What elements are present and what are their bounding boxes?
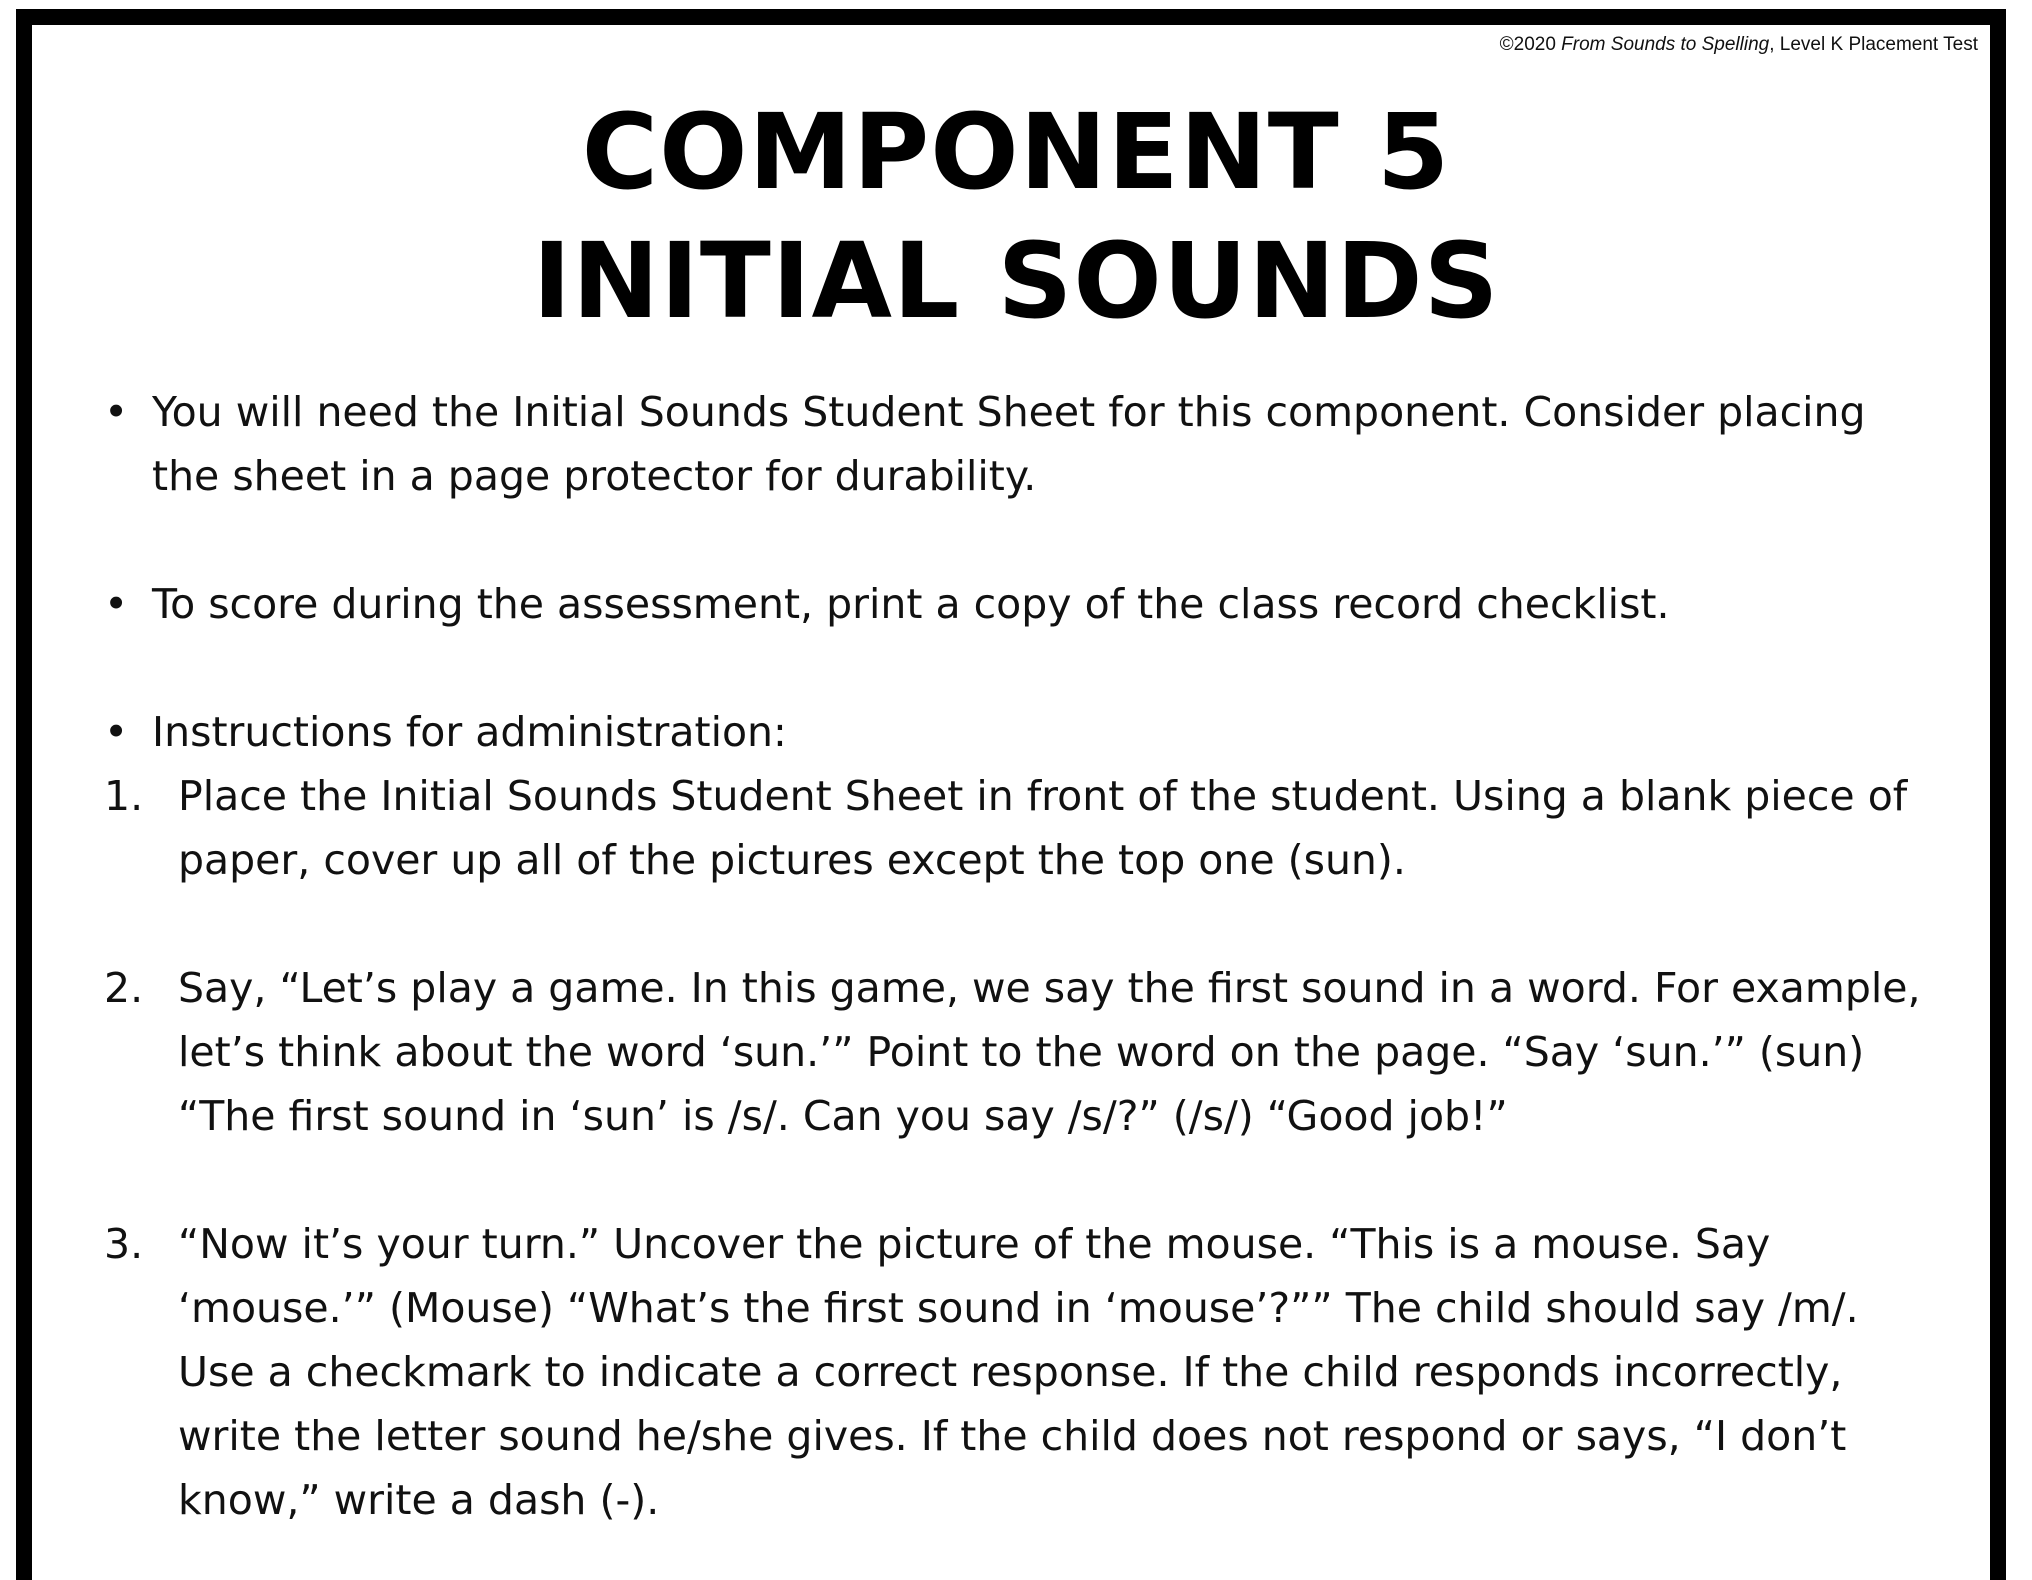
- spacer: [104, 892, 1934, 956]
- title-line-initial-sounds: INITIAL SOUNDS: [532, 220, 1500, 342]
- bullet-text: To score during the assessment, print a copy of the class record checklist.: [152, 580, 1670, 628]
- step-text: Place the Initial Sounds Student Sheet in front of the student. Using a blank piece of paper, cover up all of the pictures except the top one (sun).: [178, 772, 1908, 884]
- spacer: [104, 1148, 1934, 1212]
- copyright-suffix: , Level K Placement Test: [1769, 34, 1978, 55]
- instructions-body: [104, 380, 1934, 1532]
- copyright-prefix: ©2020: [1499, 34, 1562, 55]
- bullet-item-instructions: [104, 700, 1934, 764]
- page-title: [0, 88, 2032, 346]
- bullet-text: Instructions for administration:: [152, 708, 787, 756]
- bullet-marker: •: [104, 388, 129, 436]
- bullet-marker: •: [104, 708, 129, 756]
- step-text: Say, “Let’s play a game. In this game, we say the first sound in a word. For example, let’s think about the word ‘sun.’” Point to the word on the page. “Say ‘sun.’” (sun) “The first sound in ‘sun’ is /s/. Can you say /s/?” (/s/) “Good job!”: [178, 964, 1921, 1140]
- spacer: [104, 636, 1934, 700]
- bullet-text: You will need the Initial Sounds Student Sheet for this component. Consider placing the sheet in a page protector for durability.: [152, 388, 1866, 500]
- copyright-notice: [1500, 34, 1978, 56]
- spacer: [104, 508, 1934, 572]
- title-line-component: COMPONENT 5: [581, 91, 1451, 213]
- copyright-title: From Sounds to Spelling: [1561, 34, 1770, 55]
- step-item-3: [104, 1212, 1934, 1532]
- step-number: 1.: [104, 772, 144, 820]
- step-number: 2.: [104, 964, 144, 1012]
- step-text: “Now it’s your turn.” Uncover the picture of the mouse. “This is a mouse. Say ‘mouse.’” (Mouse) “What’s the first sound in ‘mouse’?”” The child should say /m/. Use a checkmark to indicate a correct response. If the child responds incorrectly, write the letter sound he/she gives. If the child does not respond or says, “I don’t know,” write a dash (-).: [178, 1220, 1859, 1524]
- step-item-2: [104, 956, 1934, 1148]
- bullet-item-student-sheet: [104, 380, 1934, 508]
- bullet-item-score: [104, 572, 1934, 636]
- step-item-1: [104, 764, 1934, 892]
- step-number: 3.: [104, 1220, 144, 1268]
- bullet-marker: •: [104, 580, 129, 628]
